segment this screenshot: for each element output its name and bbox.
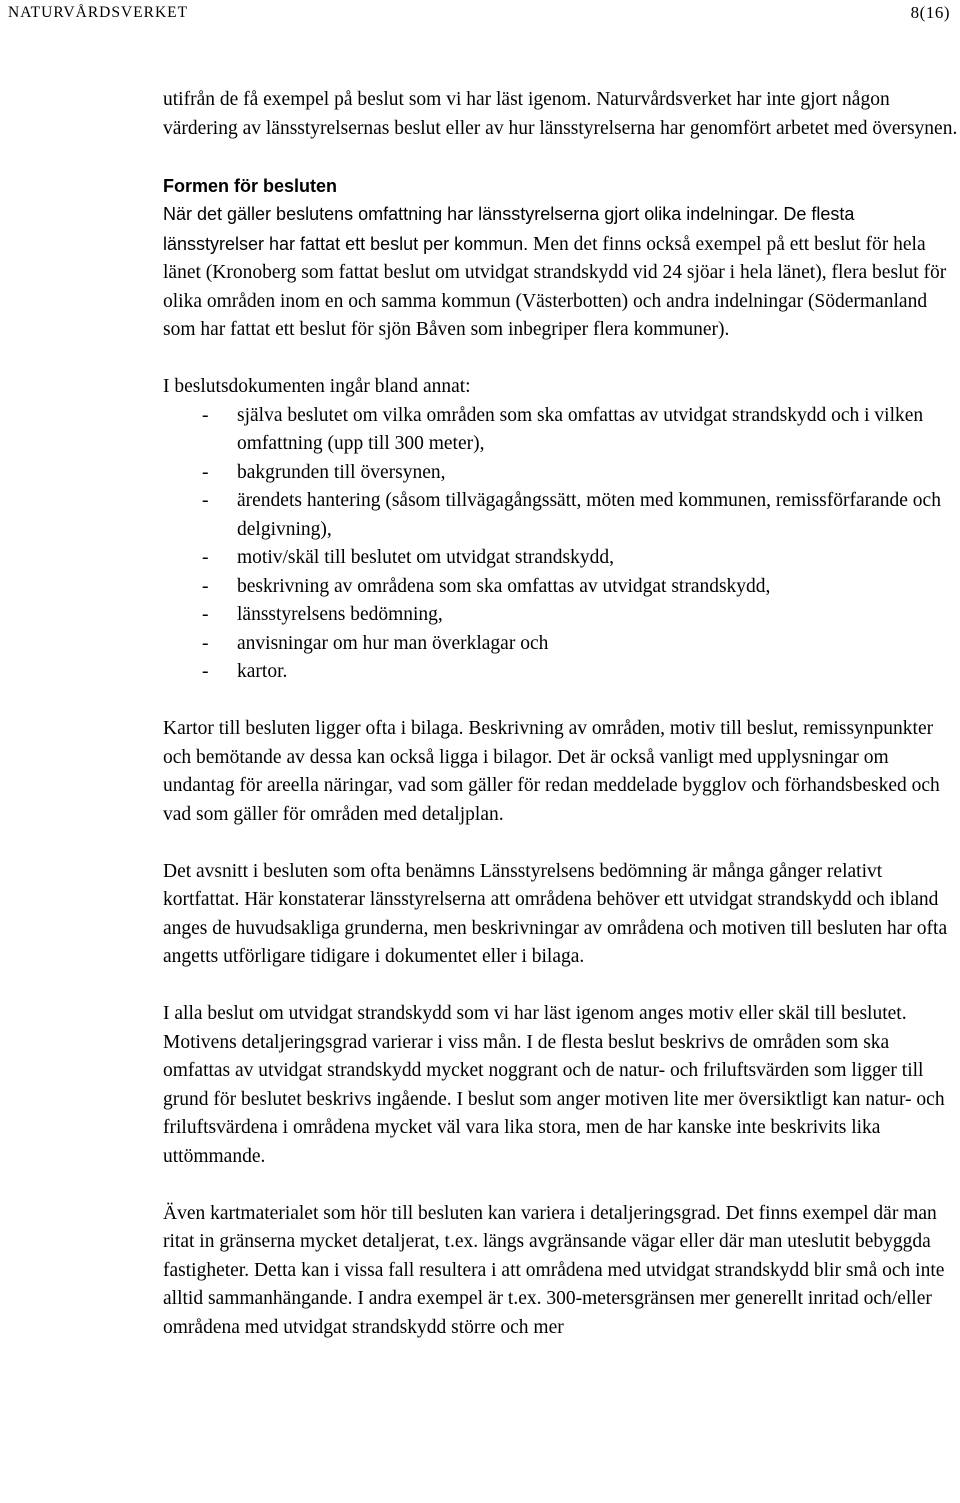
intro-paragraph: utifrån de få exempel på beslut som vi har läst igenom. Naturvårdsverket har inte gjort någon värdering av länsstyrelsernas beslut eller av hur länsstyrelserna har genomfört arbetet med översynen. <box>163 89 958 139</box>
section-heading: Formen för besluten <box>163 175 338 196</box>
list-item: - kartor. <box>163 658 958 687</box>
section-sans-text: När det gäller beslutens omfattning har länsstyrelserna gjort olika indelningar. De flesta länsstyrelser har fattat ett beslut per kommun. <box>163 204 855 254</box>
paragraph-maps: Kartor till besluten ligger ofta i bilaga. Beskrivning av områden, motiv till beslut, remissynpunkter och bemötande av dessa kan också ligga i bilagor. Det är också vanligt med upplysningar om undantag för areella näringar, vad som gäller för redan meddelade bygglov och förhandsbesked och vad som gäller för områden med detaljplan. <box>163 718 940 825</box>
list-item: - anvisningar om hur man överklagar och <box>163 630 958 659</box>
paragraph-gap <box>163 687 958 716</box>
paragraph-assessment: Det avsnitt i besluten som ofta benämns Länsstyrelsens bedömning är många gånger relativt kortfattat. Här konstaterar länsstyrelserna att områdena behöver ett utvidgat strandskydd och ibland anges de huvudsakliga grunderna, men beskrivningar av områdena och motiven till besluten har ofta angetts utförligare tidigare i dokumentet eller i bilaga. <box>163 860 948 967</box>
paragraph-map-material: Även kartmaterialet som hör till besluten kan variera i detaljeringsgrad. Det finns exempel där man ritat in gränserna mycket detaljerat, t.ex. längs avgränsande vägar eller där man uteslutit bebyggda fastigheter. Detta kan i vissa fall resultera i att områdena med utvidgat strandskydd blir små och inte alltid sammanhängande. I andra exempel är t.ex. 300-metersgränsen mer generellt inritad och/eller områdena med utvidgat strandskydd större och mer <box>163 1202 945 1338</box>
list-item: - beskrivning av områdena som ska omfattas av utvidgat strandskydd, <box>163 573 958 602</box>
paragraph-gap <box>163 143 958 172</box>
section-paragraph <box>163 200 958 345</box>
page-number: 8(16) <box>910 3 950 22</box>
paragraph-gap <box>163 345 958 374</box>
page-header <box>8 2 950 26</box>
paragraph-gap <box>163 972 958 1001</box>
list-item: - bakgrunden till översynen, <box>163 459 958 488</box>
paragraph-motives: I alla beslut om utvidgat strandskydd som vi har läst igenom anges motiv eller skäl till beslutet. Motivens detaljeringsgrad varierar i viss mån. I de flesta beslut beskrivs de områden som ska omfattas av utvidgat strandskydd mycket noggrant och de natur- och friluftsvärden som ligger till grund för beslutet beskrivs ingående. I beslut som anger motiven lite mer översiktligt kan natur- och friluftsvärdena i områdena mycket väl vara lika stora, men de har kanske inte beskrivits lika uttömmande. <box>163 1003 945 1167</box>
decision-contents-list <box>163 402 958 687</box>
organization-name: NATURVÅRDSVERKET <box>8 4 189 21</box>
section-serif-text: Men det finns också exempel på ett beslut för hela länet (Kronoberg som fattat beslut om utvidgat strandskydd vid 24 sjöar i hela länet), flera beslut för olika områden inom en och samma kommun (Västerbotten) och andra indelningar (Södermanland som har fattat ett beslut för sjön Båven som inbegriper flera kommuner). <box>163 233 947 340</box>
list-item: - länsstyrelsens bedömning, <box>163 601 958 630</box>
list-item: - själva beslutet om vilka områden som ska omfattas av utvidgat strandskydd och i vilken omfattning (upp till 300 meter), <box>163 402 958 459</box>
paragraph-gap <box>163 829 958 858</box>
list-item: - motiv/skäl till beslutet om utvidgat strandskydd, <box>163 544 958 573</box>
list-item: - ärendets hantering (såsom tillvägagångssätt, möten med kommunen, remissförfarande och delgivning), <box>163 487 958 544</box>
list-intro: I beslutsdokumenten ingår bland annat: <box>163 376 471 397</box>
document-body <box>163 86 958 1342</box>
paragraph-gap <box>163 1171 958 1200</box>
